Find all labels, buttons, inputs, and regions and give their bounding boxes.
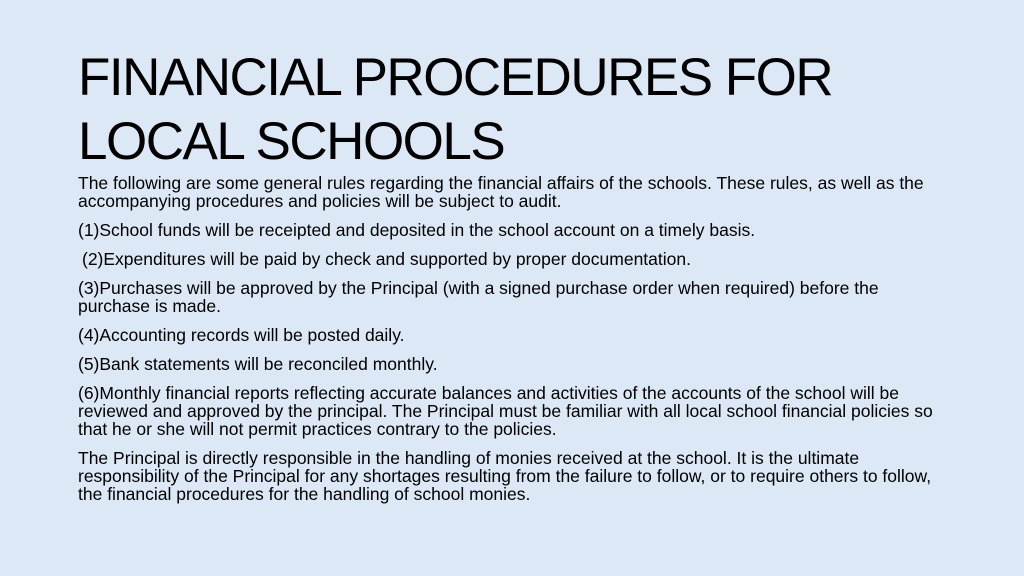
slide-body: [78, 174, 948, 503]
rule-5-paragraph: (5)Bank statements will be reconciled monthly.: [78, 354, 438, 374]
rule-4-paragraph: (4)Accounting records will be posted daily.: [78, 325, 405, 345]
intro-paragraph: The following are some general rules regarding the financial affairs of the schools. These rules, as well as the accompanying procedures and policies will be subject to audit.: [78, 173, 924, 211]
rule-1-paragraph: (1)School funds will be receipted and deposited in the school account on a timely basis.: [78, 220, 756, 240]
slide-title-line-2: LOCAL SCHOOLS: [78, 112, 505, 171]
rule-2-paragraph: (2)Expenditures will be paid by check and supported by proper documentation.: [82, 249, 691, 269]
slide-content: [78, 46, 948, 514]
rule-6-paragraph: (6)Monthly financial reports reflecting accurate balances and activities of the accounts of the school will be reviewed and approved by the principal. The Principal must be familiar with all local school financial policies so that he or she will not permit practices contrary to the policies.: [78, 383, 933, 439]
slide-title: [78, 46, 948, 174]
closing-paragraph: The Principal is directly responsible in the handling of monies received at the school. It is the ultimate responsibility of the Principal for any shortages resulting from the failure to follow, or to require others to follow, the financial procedures for the handling of school monies.: [78, 448, 932, 504]
rule-3-paragraph: (3)Purchases will be approved by the Principal (with a signed purchase order when required) before the purchase is made.: [78, 278, 879, 316]
slide-title-line-1: FINANCIAL PROCEDURES FOR: [78, 48, 833, 107]
